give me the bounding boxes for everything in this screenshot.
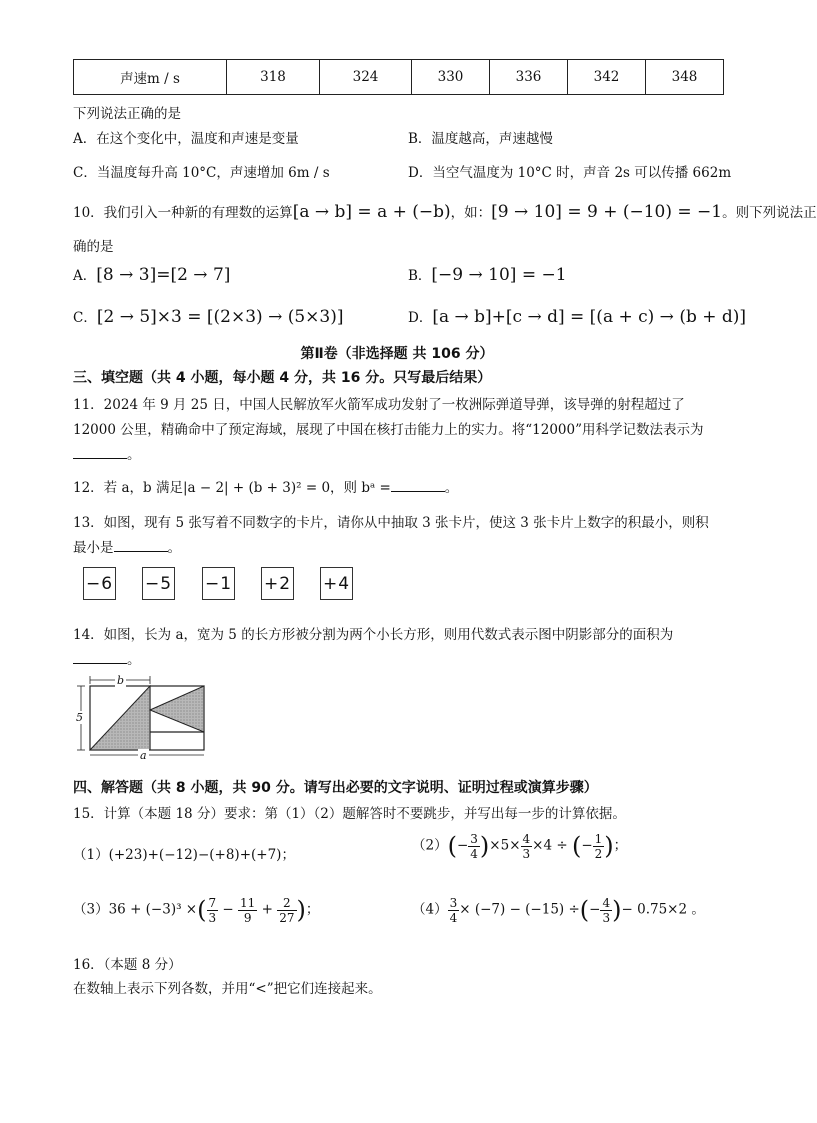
q15-part2: （2）(− $\frac{3}{4}$ )×5× $\frac{4}{3}$ ×4 ÷ (− $\frac{1}{2}$ )； bbox=[412, 831, 628, 861]
option-label: D． bbox=[408, 310, 433, 326]
q15-part3: （3）36 + (−3)³ ×( $\frac{7}{3}$ − $\frac{11}{9}$ + $\frac{2}{27}$ )； bbox=[73, 895, 320, 925]
fraction: $\frac{11}{9}$ bbox=[240, 895, 256, 925]
q10-line1 bbox=[73, 201, 817, 222]
part4-tail: − 0.75×2 。 bbox=[621, 901, 705, 918]
q10-intro: 10．我们引入一种新的有理数的运算 bbox=[73, 205, 293, 221]
q13-end: 。 bbox=[167, 540, 181, 556]
option-label: A． bbox=[73, 268, 97, 284]
option-math: [a → b]+[c → d] = [(a + c) → (b + d)] bbox=[432, 307, 747, 327]
q15-part1: （1）(+23)+(−12)−(+8)+(+7)； bbox=[73, 847, 295, 863]
table-cell: 348 bbox=[646, 60, 724, 95]
q12-equation: |a − 2| + (b + 3)² = 0 bbox=[182, 480, 331, 496]
fraction: $\frac{3}{4}$ bbox=[470, 831, 478, 861]
q12-ask: ，则 bᵃ = bbox=[330, 480, 391, 496]
section4-title: 四、解答题（共 8 小题，共 90 分。请写出必要的文字说明、证明过程或演算步骤） bbox=[73, 780, 598, 796]
q10-mid: ，如： bbox=[450, 205, 492, 221]
q11-end: 。 bbox=[127, 447, 141, 463]
answer-blank[interactable] bbox=[73, 446, 127, 459]
option-math: [8 → 3]=[2 → 7] bbox=[96, 265, 231, 285]
q9-option-b: B．温度越高，声速越慢 bbox=[408, 131, 553, 147]
fraction: $\frac{7}{3}$ bbox=[208, 895, 217, 925]
q10-example: [9 → 10] = 9 + (−10) = −1 bbox=[491, 202, 723, 222]
q10-definition: [a → b] = a + (−b) bbox=[292, 202, 451, 222]
answer-blank[interactable] bbox=[391, 479, 445, 492]
option-label: B． bbox=[408, 268, 432, 284]
table-row bbox=[74, 60, 724, 95]
option-label: C． bbox=[73, 310, 97, 326]
q10-option-b bbox=[408, 264, 567, 285]
q13-intro: 最小是 bbox=[73, 540, 114, 556]
q10-tail: 。则下列说法正 bbox=[722, 205, 817, 221]
q12-intro: 12．若 a，b 满足 bbox=[73, 480, 183, 496]
label-a: a bbox=[140, 749, 147, 762]
q16-title: 16．（本题 8 分） bbox=[73, 957, 182, 973]
part4-mid: × (−7) − (−15) ÷ bbox=[459, 901, 580, 918]
q11-line3 bbox=[73, 443, 141, 463]
part-label: （3） bbox=[73, 901, 109, 918]
q11-line1: 11．2024 年 9 月 25 日，中国人民解放军火箭军成功发射了一枚洲际弹道导弹，该导弹的射程超过了 bbox=[73, 397, 685, 413]
q12-end: 。 bbox=[444, 480, 459, 496]
q9-option-a: A．在这个变化中，温度和声速是变量 bbox=[73, 131, 299, 147]
label-b: b bbox=[117, 674, 125, 687]
q11-line2: 12000 公里，精确命中了预定海域，展现了中国在核打击能力上的实力。将“12000”用科学记数法表示为 bbox=[73, 422, 704, 438]
part3-lead: 36 + (−3)³ × bbox=[108, 901, 198, 918]
part2-title: 第Ⅱ卷（非选择题 共 106 分） bbox=[300, 346, 494, 362]
row-label: 声速m / s bbox=[74, 60, 227, 95]
option-math: [−9 → 10] = −1 bbox=[431, 265, 567, 285]
q10-option-a bbox=[73, 264, 230, 285]
q10-line2: 确的是 bbox=[73, 239, 114, 255]
section3-title: 三、填空题（共 4 小题，每小题 4 分，共 16 分。只写最后结果） bbox=[73, 370, 492, 386]
q14-end: 。 bbox=[127, 652, 141, 668]
number-card: +4 bbox=[320, 567, 353, 600]
option-math: [2 → 5]×3 = [(2×3) → (5×3)] bbox=[96, 307, 344, 327]
q10-option-c bbox=[73, 306, 344, 327]
table-cell: 318 bbox=[227, 60, 320, 95]
part-label: （4） bbox=[412, 901, 448, 918]
q10-option-d bbox=[408, 306, 746, 327]
sound-speed-table bbox=[73, 59, 724, 95]
q9-prompt: 下列说法正确的是 bbox=[73, 106, 181, 122]
answer-blank[interactable] bbox=[73, 651, 127, 664]
number-card: −1 bbox=[202, 567, 235, 600]
table-cell: 330 bbox=[412, 60, 490, 95]
answer-blank[interactable] bbox=[114, 539, 168, 552]
table-cell: 324 bbox=[320, 60, 412, 95]
fraction: $\frac{2}{27}$ bbox=[279, 895, 295, 925]
fraction: $\frac{1}{2}$ bbox=[594, 831, 603, 861]
part-label: （2） bbox=[412, 837, 448, 854]
q14-line1: 14．如图，长为 a，宽为 5 的长方形被分割为两个小长方形，则用代数式表示图中阴影部分的面积为 bbox=[73, 627, 674, 643]
q13-line1: 13．如图，现有 5 张写着不同数字的卡片，请你从中抽取 3 张卡片，使这 3 张卡片上数字的积最小，则积 bbox=[73, 515, 709, 531]
q15-part4: （4） $\frac{3}{4}$ × (−7) − (−15) ÷(− $\frac{4}{3}$ )− 0.75×2 。 bbox=[412, 895, 705, 925]
table-cell: 342 bbox=[568, 60, 646, 95]
number-card: −6 bbox=[83, 567, 116, 600]
q15-title: 15．计算（本题 18 分）要求：第（1）（2）题解答时不要跳步，并写出每一步的计算依据。 bbox=[73, 806, 626, 822]
q16-text: 在数轴上表示下列各数，并用“<”把它们连接起来。 bbox=[73, 981, 382, 997]
q12-line bbox=[73, 476, 458, 496]
fraction: $\frac{4}{3}$ bbox=[522, 831, 531, 861]
fraction: $\frac{3}{4}$ bbox=[449, 895, 458, 925]
q9-option-d: D．当空气温度为 10°C 时，声音 2s 可以传播 662m bbox=[408, 165, 732, 181]
number-card: −5 bbox=[142, 567, 175, 600]
q14-line2 bbox=[73, 648, 141, 668]
q13-line2 bbox=[73, 536, 181, 556]
q9-option-c: C．当温度每升高 10°C，声速增加 6m / s bbox=[73, 165, 330, 181]
rectangle-figure bbox=[72, 674, 208, 760]
fraction: $\frac{4}{3}$ bbox=[602, 895, 611, 925]
table-cell: 336 bbox=[490, 60, 568, 95]
label-5: 5 bbox=[76, 711, 83, 724]
number-card: +2 bbox=[261, 567, 294, 600]
